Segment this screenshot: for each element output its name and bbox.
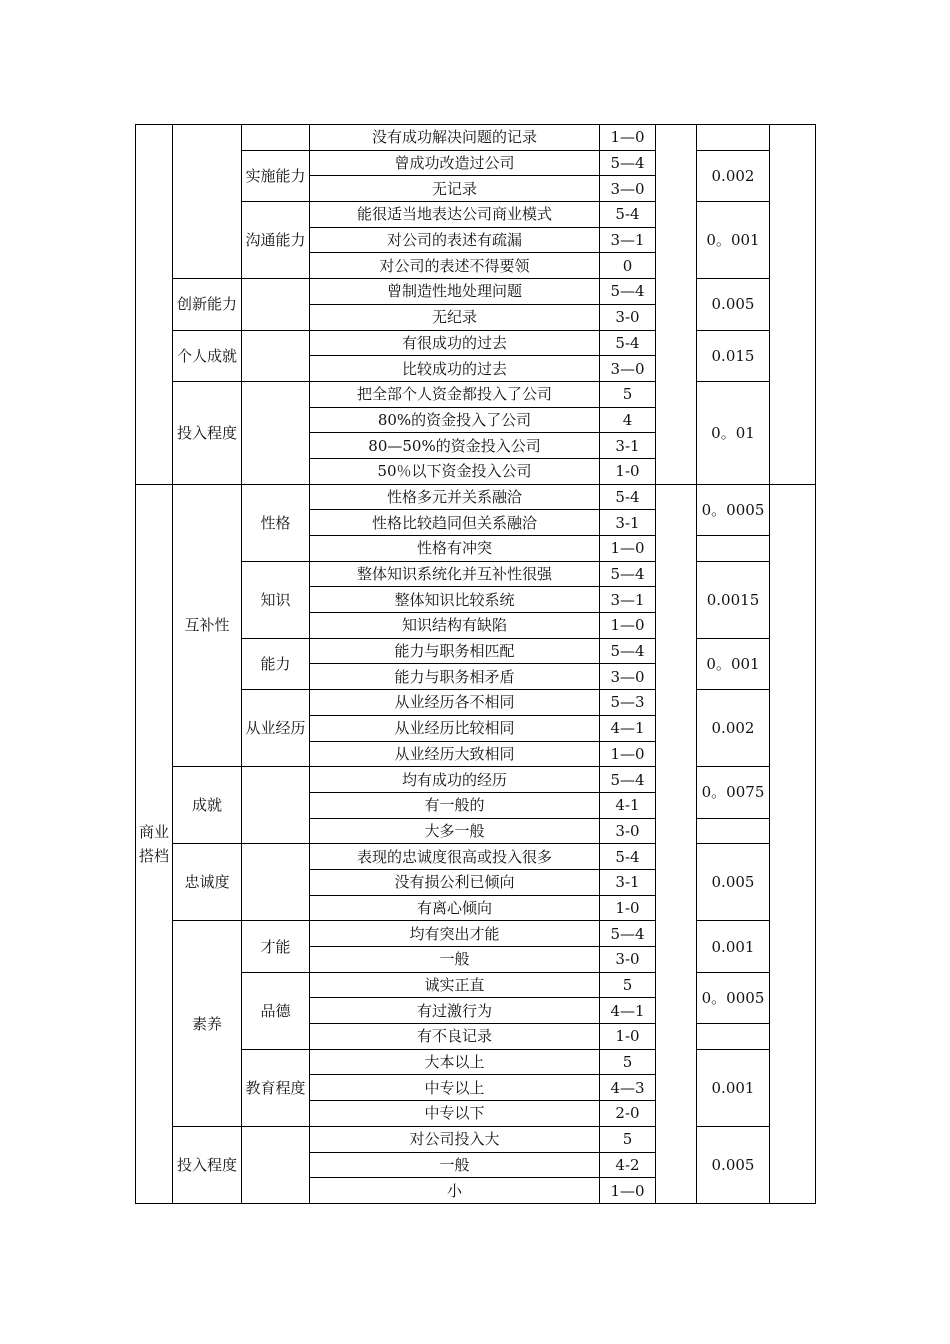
subcategory-cell: 素养 — [173, 921, 242, 1127]
description-cell: 表现的忠诚度很高或投入很多 — [310, 844, 600, 870]
subcategory-cell: 互补性 — [173, 484, 242, 767]
score-cell: 4—1 — [600, 715, 656, 741]
score-cell: 5—4 — [600, 638, 656, 664]
score-cell: 0 — [600, 253, 656, 279]
sub-item-cell: 实施能力 — [242, 150, 310, 201]
sub-item-cell: 教育程度 — [242, 1049, 310, 1126]
score-cell: 1—0 — [600, 741, 656, 767]
description-cell: 有很成功的过去 — [310, 330, 600, 356]
description-cell: 比较成功的过去 — [310, 356, 600, 382]
weight-cell — [697, 1024, 770, 1050]
blank-column-cell — [770, 484, 816, 1203]
score-cell: 4—1 — [600, 998, 656, 1024]
description-cell: 50％以下资金投入公司 — [310, 458, 600, 484]
score-cell: 5-4 — [600, 202, 656, 228]
description-cell: 整体知识系统化并互补性很强 — [310, 561, 600, 587]
blank-column-cell — [656, 484, 697, 1203]
sub-item-cell: 沟通能力 — [242, 202, 310, 279]
description-cell: 有一般的 — [310, 792, 600, 818]
table-row — [136, 844, 816, 870]
description-cell: 能很适当地表达公司商业模式 — [310, 202, 600, 228]
score-cell: 5—4 — [600, 767, 656, 793]
subcategory-cell — [173, 125, 242, 279]
sub-item-cell — [242, 1126, 310, 1203]
weight-cell: 0。0005 — [697, 484, 770, 535]
score-cell: 3—0 — [600, 356, 656, 382]
score-cell: 1-0 — [600, 458, 656, 484]
description-cell: 没有损公利已倾向 — [310, 869, 600, 895]
description-cell: 80%的资金投入了公司 — [310, 407, 600, 433]
weight-cell: 0.001 — [697, 1049, 770, 1126]
score-cell: 4—3 — [600, 1075, 656, 1101]
score-cell: 5 — [600, 972, 656, 998]
score-cell: 1—0 — [600, 1178, 656, 1204]
score-cell: 5 — [600, 1049, 656, 1075]
score-cell: 5-4 — [600, 330, 656, 356]
table-row — [136, 279, 816, 305]
table-row — [136, 484, 816, 510]
sub-item-cell — [242, 767, 310, 844]
score-cell: 3-0 — [600, 304, 656, 330]
weight-cell — [697, 818, 770, 844]
sub-item-cell: 品德 — [242, 972, 310, 1049]
weight-cell: 0。001 — [697, 638, 770, 689]
description-cell: 把全部个人资金都投入了公司 — [310, 381, 600, 407]
description-cell: 有不良记录 — [310, 1024, 600, 1050]
weight-cell: 0.002 — [697, 690, 770, 767]
score-cell: 5—4 — [600, 279, 656, 305]
description-cell: 对公司的表述不得要领 — [310, 253, 600, 279]
score-cell: 1—0 — [600, 613, 656, 639]
score-cell: 4-1 — [600, 792, 656, 818]
score-cell: 3-1 — [600, 433, 656, 459]
score-cell: 3-0 — [600, 947, 656, 973]
blank-column-cell — [770, 125, 816, 485]
weight-cell: 0.001 — [697, 921, 770, 972]
sub-item-cell — [242, 125, 310, 151]
category-cell: 商业搭档 — [136, 484, 173, 1203]
description-cell: 均有突出才能 — [310, 921, 600, 947]
subcategory-cell: 投入程度 — [173, 381, 242, 484]
sub-item-cell: 能力 — [242, 638, 310, 689]
weight-cell: 0.005 — [697, 279, 770, 330]
blank-column-cell — [656, 125, 697, 485]
weight-cell: 0。0075 — [697, 767, 770, 818]
subcategory-cell: 忠诚度 — [173, 844, 242, 921]
sub-item-cell: 性格 — [242, 484, 310, 561]
score-cell: 5—3 — [600, 690, 656, 716]
subcategory-cell: 投入程度 — [173, 1126, 242, 1203]
description-cell: 无纪录 — [310, 304, 600, 330]
score-cell: 1—0 — [600, 536, 656, 562]
description-cell: 性格多元并关系融洽 — [310, 484, 600, 510]
sub-item-cell — [242, 844, 310, 921]
score-cell: 3-1 — [600, 510, 656, 536]
sub-item-cell — [242, 330, 310, 381]
description-cell: 知识结构有缺陷 — [310, 613, 600, 639]
table-row — [136, 1126, 816, 1152]
description-cell: 80—50%的资金投入公司 — [310, 433, 600, 459]
score-cell: 3-0 — [600, 818, 656, 844]
score-cell: 4 — [600, 407, 656, 433]
weight-cell: 0。01 — [697, 381, 770, 484]
score-cell: 5 — [600, 381, 656, 407]
description-cell: 均有成功的经历 — [310, 767, 600, 793]
subcategory-cell: 创新能力 — [173, 279, 242, 330]
sub-item-cell — [242, 279, 310, 330]
score-cell: 2-0 — [600, 1101, 656, 1127]
table-row — [136, 330, 816, 356]
category-cell — [136, 125, 173, 485]
table-row — [136, 767, 816, 793]
description-cell: 曾成功改造过公司 — [310, 150, 600, 176]
score-cell: 5—4 — [600, 561, 656, 587]
description-cell: 曾制造性地处理问题 — [310, 279, 600, 305]
description-cell: 一般 — [310, 947, 600, 973]
weight-cell: 0.0015 — [697, 561, 770, 638]
description-cell: 对公司的表述有疏漏 — [310, 227, 600, 253]
weight-cell: 0.005 — [697, 1126, 770, 1203]
description-cell: 性格有冲突 — [310, 536, 600, 562]
score-cell: 3—1 — [600, 227, 656, 253]
weight-cell: 0.005 — [697, 844, 770, 921]
description-cell: 诚实正直 — [310, 972, 600, 998]
description-cell: 从业经历大致相同 — [310, 741, 600, 767]
score-cell: 5-4 — [600, 484, 656, 510]
score-cell: 1-0 — [600, 895, 656, 921]
weight-cell: 0。0005 — [697, 972, 770, 1023]
description-cell: 没有成功解决问题的记录 — [310, 125, 600, 151]
description-cell: 有离心倾向 — [310, 895, 600, 921]
evaluation-table — [135, 124, 816, 1204]
score-cell: 5—4 — [600, 921, 656, 947]
description-cell: 从业经历各不相同 — [310, 690, 600, 716]
sub-item-cell: 才能 — [242, 921, 310, 972]
description-cell: 能力与职务相矛盾 — [310, 664, 600, 690]
description-cell: 对公司投入大 — [310, 1126, 600, 1152]
description-cell: 大本以上 — [310, 1049, 600, 1075]
weight-cell: 0.015 — [697, 330, 770, 381]
description-cell: 有过激行为 — [310, 998, 600, 1024]
sub-item-cell: 从业经历 — [242, 690, 310, 767]
description-cell: 中专以下 — [310, 1101, 600, 1127]
score-cell: 5-4 — [600, 844, 656, 870]
description-cell: 能力与职务相匹配 — [310, 638, 600, 664]
sub-item-cell: 知识 — [242, 561, 310, 638]
description-cell: 一般 — [310, 1152, 600, 1178]
description-cell: 性格比较趋同但关系融洽 — [310, 510, 600, 536]
weight-cell — [697, 536, 770, 562]
score-cell: 3—1 — [600, 587, 656, 613]
table-row — [136, 921, 816, 947]
weight-cell: 0.002 — [697, 150, 770, 201]
score-cell: 3-1 — [600, 869, 656, 895]
description-cell: 无记录 — [310, 176, 600, 202]
weight-cell: 0。001 — [697, 202, 770, 279]
score-cell: 1—0 — [600, 125, 656, 151]
description-cell: 小 — [310, 1178, 600, 1204]
score-cell: 3—0 — [600, 664, 656, 690]
subcategory-cell: 个人成就 — [173, 330, 242, 381]
description-cell: 从业经历比较相同 — [310, 715, 600, 741]
weight-cell — [697, 125, 770, 151]
description-cell: 中专以上 — [310, 1075, 600, 1101]
score-cell: 1-0 — [600, 1024, 656, 1050]
table-row — [136, 125, 816, 151]
score-cell: 3—0 — [600, 176, 656, 202]
score-cell: 5 — [600, 1126, 656, 1152]
description-cell: 大多一般 — [310, 818, 600, 844]
subcategory-cell: 成就 — [173, 767, 242, 844]
score-cell: 5—4 — [600, 150, 656, 176]
table-row — [136, 381, 816, 407]
description-cell: 整体知识比较系统 — [310, 587, 600, 613]
sub-item-cell — [242, 381, 310, 484]
score-cell: 4-2 — [600, 1152, 656, 1178]
